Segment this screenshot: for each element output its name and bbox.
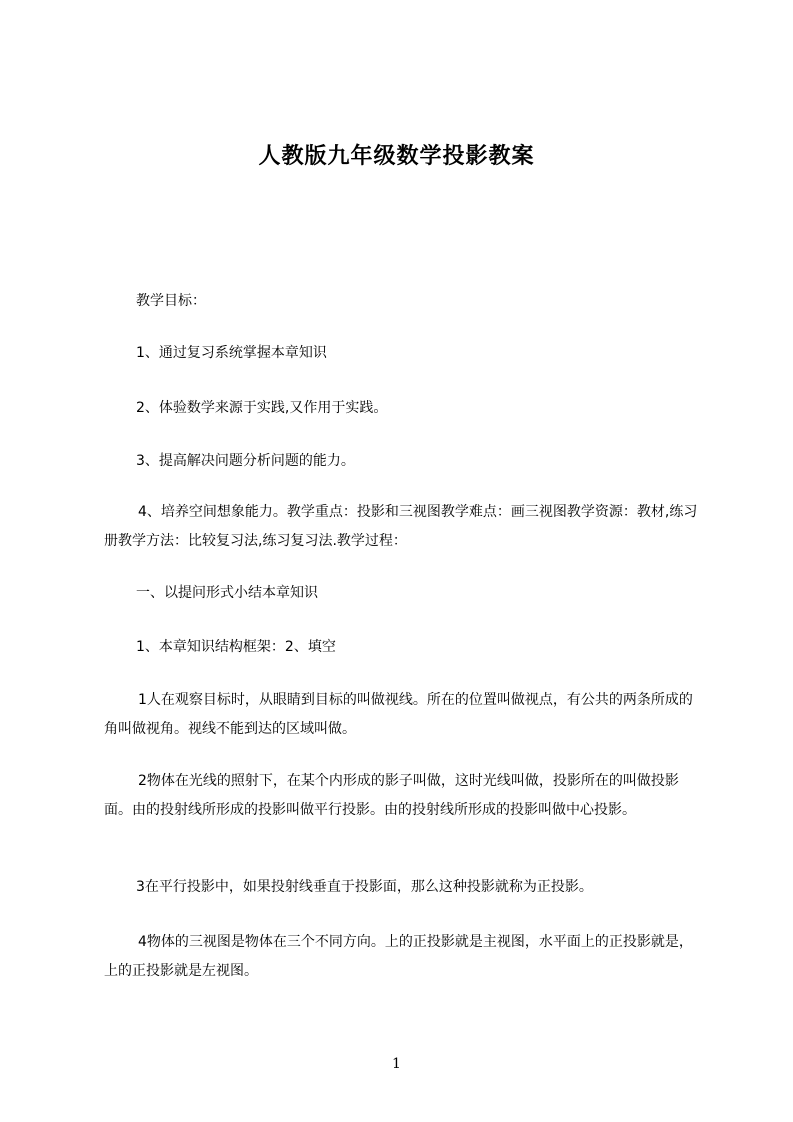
page-number: 1 [392, 1056, 401, 1072]
paragraph-fill-3: 3在平行投影中，如果投射线垂直于投影面，那么这种投影就称为正投影。 [136, 879, 593, 895]
paragraph-fill-2: 2物体在光线的照射下，在某个内形成的影子叫做，这时光线叫做，投影所在的叫做投影面。由的投射线所形成的投影叫做平行投影。由的投射线所形成的投影叫做中心投影。 [104, 773, 679, 818]
paragraph-goal-3: 3、提高解决问题分析问题的能力。 [136, 453, 355, 469]
paragraph-teaching-goals: 教学目标： [136, 293, 206, 309]
paragraph-goal-2: 2、体验数学来源于实践,又作用于实践。 [136, 400, 388, 416]
paragraph-section-1: 一、以提问形式小结本章知识 [136, 585, 318, 601]
paragraph-goal-4: 4、培养空间想象能力。教学重点：投影和三视图教学难点：画三视图教学资源：教材,练习册教学方法：比较复习法,练习复习法.教学过程： [104, 504, 698, 549]
document-title: 人教版九年级数学投影教案 [258, 144, 535, 169]
paragraph-structure: 1、本章知识结构框架：2、填空 [136, 639, 336, 655]
paragraph-fill-1: 1人在观察目标时，从眼睛到目标的叫做视线。所在的位置叫做视点，有公共的两条所成的角叫做视角。视线不能到达的区域叫做。 [104, 692, 693, 737]
paragraph-fill-4: 4物体的三视图是物体在三个不同方向。上的正投影就是主视图，水平面上的正投影就是，上的正投影就是左视图。 [104, 934, 693, 979]
paragraph-goal-1: 1、通过复习系统掌握本章知识 [136, 345, 327, 361]
